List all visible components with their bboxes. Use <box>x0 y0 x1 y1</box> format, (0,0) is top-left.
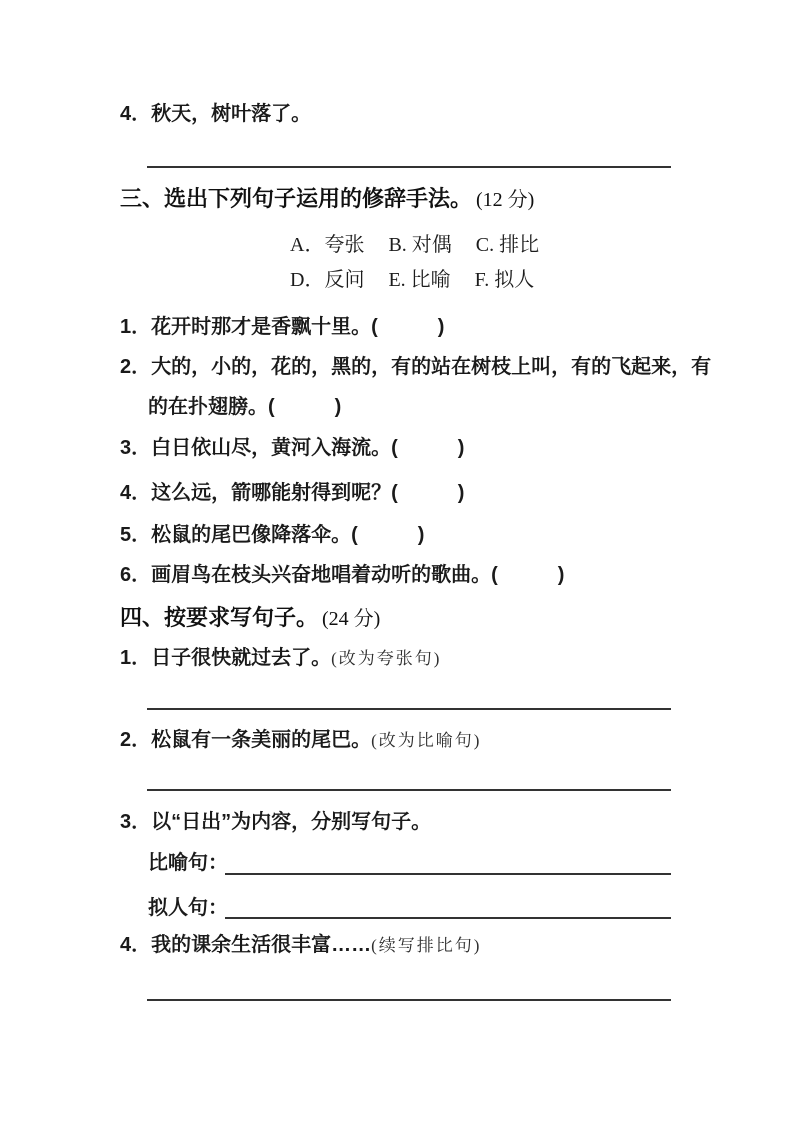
section-three-heading <box>120 179 760 220</box>
carryover-question-4 <box>120 94 720 134</box>
answer-blank-carryover <box>147 166 671 168</box>
option-b: B. 对偶 <box>388 234 452 256</box>
rhetoric-options-row-2 <box>290 260 534 300</box>
rhetoric-options-row-1 <box>290 225 539 265</box>
s3-question-6 <box>120 555 720 595</box>
section-three-score: (12 分) <box>476 189 535 211</box>
s3-question-5-text: 5．松鼠的尾巴像降落伞。( ) <box>120 524 425 546</box>
personification-label: 拟人句： <box>148 897 228 919</box>
answer-blank-simile <box>225 873 671 875</box>
s3-question-2 <box>120 347 720 427</box>
s4-question-4-text: 4．我的课余生活很丰富…… <box>120 934 372 956</box>
s4-question-4 <box>120 925 720 966</box>
s4-question-1-note: (改为夸张句) <box>331 649 442 668</box>
s4-question-2 <box>120 720 720 761</box>
option-a: A．夸张 <box>290 234 365 256</box>
s4-question-2-text: 2．松鼠有一条美丽的尾巴。 <box>120 729 372 751</box>
s4-question-4-note: (续写排比句) <box>371 936 482 955</box>
s3-question-3 <box>120 428 720 468</box>
option-c: C. 排比 <box>475 234 540 256</box>
s3-question-5 <box>120 515 720 555</box>
s3-question-6-text: 6．画眉鸟在枝头兴奋地唱着动听的歌曲。( ) <box>120 564 565 586</box>
answer-blank-s4-q1 <box>147 708 671 710</box>
option-f: F. 拟人 <box>474 269 535 291</box>
s4-question-3-text: 3．以“日出”为内容，分别写句子。 <box>120 811 432 833</box>
section-three-heading-text: 三、选出下列句子运用的修辞手法。 <box>120 186 473 211</box>
option-d: D．反问 <box>290 269 365 291</box>
s3-question-3-text: 3．白日依山尽，黄河入海流。( ) <box>120 437 465 459</box>
answer-blank-personification <box>225 917 671 919</box>
section-four-heading-text: 四、按要求写句子。 <box>120 605 319 630</box>
option-e: E. 比喻 <box>388 269 451 291</box>
section-four-heading <box>120 598 760 639</box>
s3-question-1 <box>120 307 720 347</box>
s4-question-2-note: (改为比喻句) <box>371 731 482 750</box>
s3-question-4-text: 4．这么远，箭哪能射得到呢？( ) <box>120 482 465 504</box>
s4-question-3 <box>120 802 720 842</box>
section-four-score: (24 分) <box>322 608 381 630</box>
answer-blank-s4-q2 <box>147 789 671 791</box>
s3-question-4 <box>120 473 720 513</box>
s4-question-1 <box>120 638 720 679</box>
s3-question-2-text: 2．大的，小的，花的，黑的，有的站在树枝上叫，有的飞起来，有的在扑翅膀。( ) <box>120 356 712 418</box>
simile-label: 比喻句： <box>148 852 228 874</box>
s4-question-1-text: 1．日子很快就过去了。 <box>120 647 332 669</box>
carryover-question-4-text: 4．秋天，树叶落了。 <box>120 103 312 125</box>
answer-blank-s4-q4 <box>147 999 671 1001</box>
s3-question-1-text: 1．花开时那才是香飘十里。( ) <box>120 316 445 338</box>
